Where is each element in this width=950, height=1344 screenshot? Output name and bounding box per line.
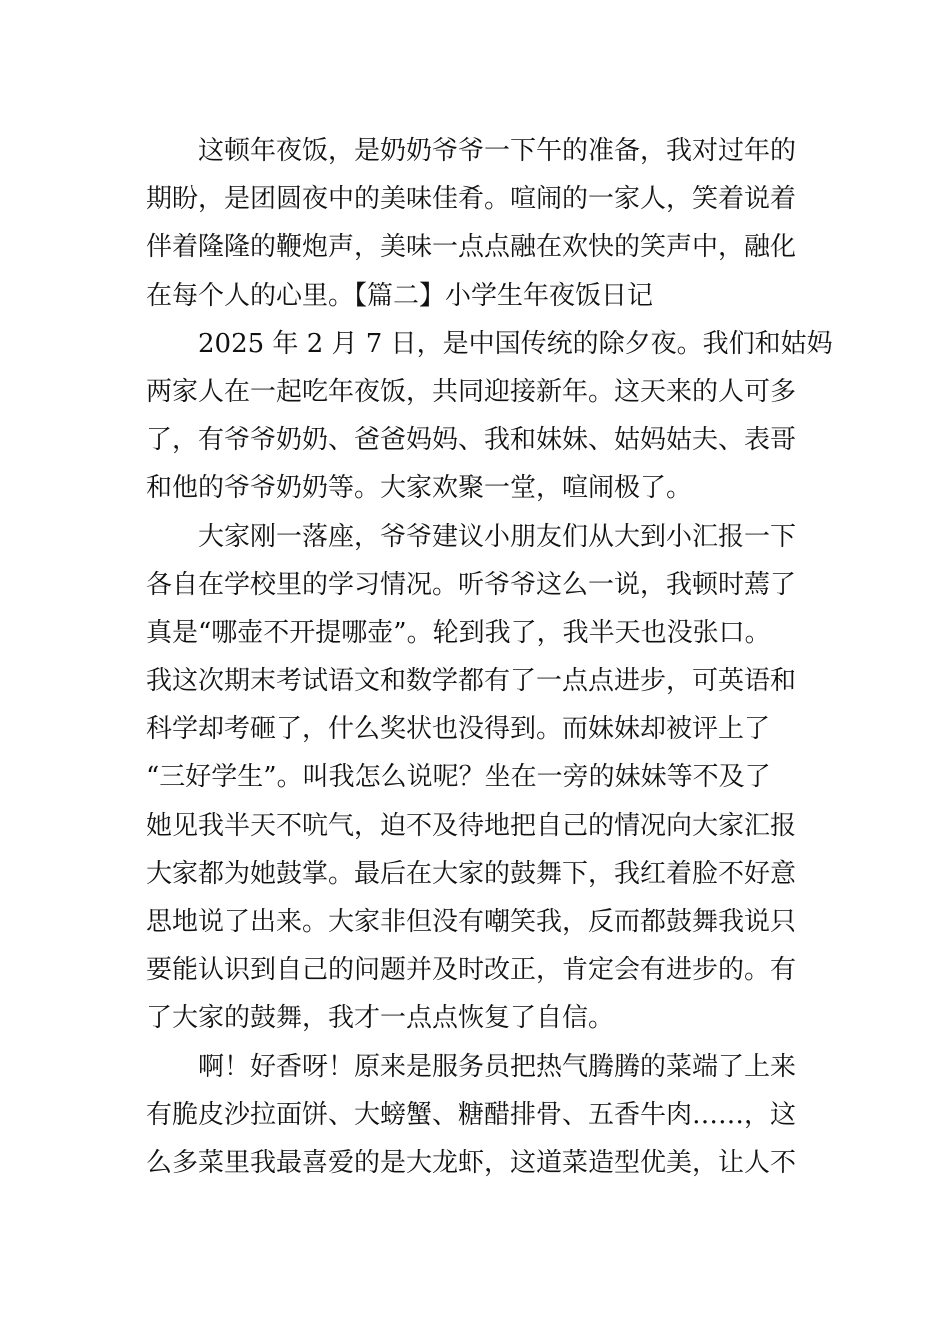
text-line: 期盼，是团圆夜中的美味佳肴。喧闹的一家人，笑着说着 <box>146 184 797 215</box>
text-line: 我这次期末考试语文和数学都有了一点点进步，可英语和 <box>146 666 797 697</box>
text-line: “三好学生”。叫我怎么说呢？坐在一旁的妹妹等不及了 <box>146 762 771 793</box>
text-line: 这顿年夜饭，是奶奶爷爷一下午的准备，我对过年的 <box>198 136 797 166</box>
text-line: 各自在学校里的学习情况。听爷爷这么一说，我顿时蔫了 <box>146 569 797 600</box>
text-line: 大家都为她鼓掌。最后在大家的鼓舞下，我红着脸不好意 <box>146 858 797 889</box>
text-line: 她见我半天不吭气，迫不及待地把自己的情况向大家汇报 <box>146 810 797 841</box>
text-line: 真是“哪壶不开提哪壶”。轮到我了，我半天也没张口。 <box>146 617 771 648</box>
text-line: 两家人在一起吃年夜饭，共同迎接新年。这天来的人可多 <box>146 376 797 407</box>
text-line: 么多菜里我最喜爱的是大龙虾，这道菜造型优美，让人不 <box>146 1147 797 1178</box>
text-line: 有脆皮沙拉面饼、大螃蟹、糖醋排骨、五香牛肉……，这 <box>146 1099 797 1130</box>
text-line: 要能认识到自己的问题并及时改正，肯定会有进步的。有 <box>146 955 797 986</box>
text-line: 和他的爷爷奶奶等。大家欢聚一堂，喧闹极了。 <box>146 473 693 504</box>
text-line: 啊！好香呀！原来是服务员把热气腾腾的菜端了上来 <box>198 1051 797 1082</box>
text-line: 了，有爷爷奶奶、爸爸妈妈、我和妹妹、姑妈姑夫、表哥 <box>146 425 797 456</box>
text-line: 2025 年 2 月 7 日，是中国传统的除夕夜。我们和姑妈 <box>198 328 833 359</box>
text-line: 大家刚一落座，爷爷建议小朋友们从大到小汇报一下 <box>198 521 797 552</box>
text-line: 在每个人的心里。【篇二】小学生年夜饭日记 <box>146 280 654 311</box>
text-line: 科学却考砸了，什么奖状也没得到。而妹妹却被评上了 <box>146 714 771 745</box>
text-line: 了大家的鼓舞，我才一点点恢复了自信。 <box>146 1003 615 1034</box>
text-line: 伴着隆隆的鞭炮声，美味一点点融在欢快的笑声中，融化 <box>146 232 797 263</box>
body-text <box>146 127 833 1187</box>
text-line: 思地说了出来。大家非但没有嘲笑我，反而都鼓舞我说只 <box>146 907 797 937</box>
